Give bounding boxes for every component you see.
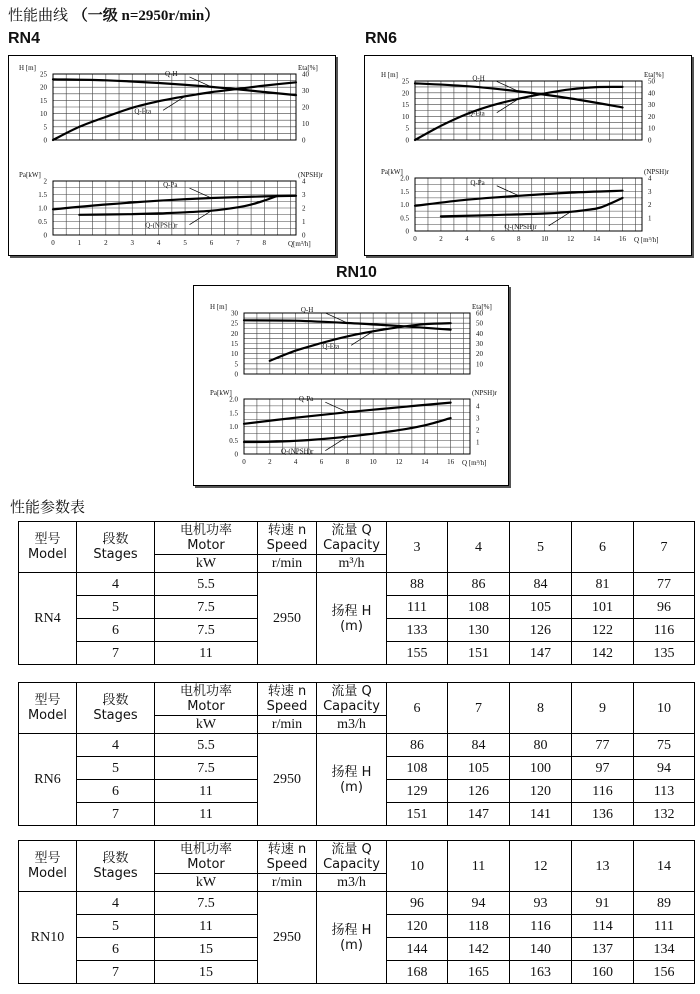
- y-tick-label-left: 15: [40, 96, 47, 105]
- stages-cell: 6: [77, 780, 155, 803]
- motor-cell: 15: [155, 961, 258, 984]
- head-value-cell: 168: [387, 961, 448, 984]
- x-tick-label: 4: [156, 239, 161, 247]
- series-label: Q-Pa: [470, 178, 485, 187]
- head-value-cell: 108: [387, 757, 448, 780]
- head-value-cell: 89: [634, 892, 695, 915]
- performance-table-rn10: [18, 840, 695, 984]
- motor-cell: 15: [155, 938, 258, 961]
- y-tick-label-right: 3: [302, 191, 306, 199]
- x-tick-label: 6: [319, 458, 324, 466]
- head-value-cell: 134: [634, 938, 695, 961]
- series-label: Q-H: [472, 74, 485, 83]
- head-value-cell: 156: [634, 961, 695, 984]
- y-tick-label-right: 10: [648, 124, 655, 133]
- head-value-cell: 133: [387, 619, 448, 642]
- head-value-cell: 130: [448, 619, 510, 642]
- y-tick-label-left: 20: [231, 329, 238, 338]
- chart-svg-rn10: [194, 286, 508, 485]
- speed-cell: 2950: [258, 734, 317, 826]
- x-axis-title: Q[m³/h]: [288, 240, 311, 248]
- x-tick-label: 8: [345, 458, 350, 466]
- model-cell: RN10: [19, 892, 77, 984]
- head-value-cell: 101: [572, 596, 634, 619]
- y-axis-title-left: Pa[kW]: [210, 389, 232, 397]
- header-stages: 段数 Stages: [77, 841, 155, 892]
- y-tick-label-left: 5: [234, 360, 238, 369]
- head-value-cell: 86: [387, 734, 448, 757]
- chart-panel-rn4: [8, 55, 336, 256]
- x-tick-label: 12: [395, 458, 403, 466]
- unit-motor: kW: [155, 555, 258, 573]
- stages-cell: 6: [77, 938, 155, 961]
- head-value-cell: 135: [634, 642, 695, 665]
- head-value-cell: 75: [634, 734, 695, 757]
- series-label: Q-Eta: [322, 342, 340, 351]
- x-tick-label: 1: [77, 239, 82, 247]
- head-value-cell: 118: [448, 915, 510, 938]
- chart-panel-rn6: [364, 55, 692, 256]
- y-tick-label-left: 2.0: [229, 395, 238, 404]
- series-label: Q-H: [300, 305, 314, 314]
- x-tick-label: 8: [262, 239, 267, 247]
- y-tick-label-right: 3: [476, 414, 480, 423]
- y-tick-label-left: 0.5: [400, 214, 409, 223]
- head-value-cell: 86: [448, 573, 510, 596]
- head-value-cell: 84: [510, 573, 572, 596]
- head-value-cell: 116: [634, 619, 695, 642]
- y-tick-label-left: 1.0: [400, 201, 409, 209]
- header-stages: 段数 Stages: [77, 683, 155, 734]
- header-flow-value: 12: [510, 841, 572, 892]
- stages-cell: 7: [77, 803, 155, 826]
- motor-cell: 5.5: [155, 734, 258, 757]
- series-label: Q-Eta: [134, 107, 152, 116]
- x-tick-label: 6: [491, 235, 495, 243]
- y-tick-label-left: 25: [231, 319, 238, 328]
- x-tick-label: 0: [242, 458, 246, 466]
- head-value-cell: 120: [387, 915, 448, 938]
- header-motor: 电机功率 Motor: [155, 841, 258, 874]
- head-value-cell: 126: [510, 619, 572, 642]
- header-flow-value: 13: [572, 841, 634, 892]
- head-value-cell: 151: [387, 803, 448, 826]
- header-flow-value: 3: [387, 522, 448, 573]
- performance-table-rn4: [18, 521, 695, 665]
- page-heading: [8, 4, 219, 25]
- header-flow-value: 14: [634, 841, 695, 892]
- x-tick-label: 8: [517, 235, 521, 243]
- y-tick-label-right: 20: [302, 103, 309, 112]
- head-value-cell: 108: [448, 596, 510, 619]
- header-flow-value: 11: [448, 841, 510, 892]
- head-value-cell: 116: [572, 780, 634, 803]
- header-model: 型号 Model: [19, 841, 77, 892]
- table-header-row: [19, 841, 695, 874]
- y-tick-label-right: 30: [476, 340, 483, 348]
- x-axis-title: Q [m³/h]: [462, 459, 487, 467]
- table-header-row: [19, 522, 695, 555]
- table-header-row: [19, 683, 695, 716]
- header-flow-value: 10: [634, 683, 695, 734]
- header-motor: 电机功率 Motor: [155, 522, 258, 555]
- unit-speed: r/min: [258, 874, 317, 892]
- chart-title-rn6: RN6: [365, 30, 398, 47]
- motor-cell: 11: [155, 803, 258, 826]
- y-tick-label-left: 0.5: [38, 218, 47, 226]
- y-axis-title-right: (NPSH)r: [644, 168, 669, 176]
- head-value-cell: 141: [510, 803, 572, 826]
- head-label-cell: 扬程 H (m): [317, 734, 387, 826]
- head-value-cell: 132: [634, 803, 695, 826]
- y-tick-label-left: 30: [231, 309, 238, 318]
- series-label: Q-Pa: [298, 395, 314, 404]
- y-tick-label-right: 1: [648, 214, 652, 223]
- y-axis-title-left: H [m]: [19, 64, 36, 72]
- x-tick-label: 16: [619, 235, 627, 243]
- head-value-cell: 111: [634, 915, 695, 938]
- y-tick-label-left: 1.0: [229, 423, 238, 431]
- y-tick-label-left: 1.5: [229, 409, 238, 418]
- x-tick-label: 0: [51, 239, 55, 247]
- x-tick-label: 3: [130, 239, 134, 247]
- head-value-cell: 88: [387, 573, 448, 596]
- header-flow-value: 8: [510, 683, 572, 734]
- y-axis-title-right: Eta[%]: [644, 71, 664, 79]
- chart-title-rn10: RN10: [336, 264, 377, 281]
- header-flow-value: 4: [448, 522, 510, 573]
- y-tick-label-left: 0: [234, 370, 238, 379]
- head-value-cell: 96: [387, 892, 448, 915]
- page-subtitle: （一级 n=2950r/min）: [72, 8, 220, 24]
- head-value-cell: 113: [634, 780, 695, 803]
- stages-cell: 6: [77, 619, 155, 642]
- y-tick-label-right: 2: [302, 204, 306, 213]
- y-tick-label-right: 40: [476, 329, 483, 338]
- head-value-cell: 122: [572, 619, 634, 642]
- y-tick-label-right: 3: [648, 187, 652, 196]
- stages-cell: 5: [77, 596, 155, 619]
- y-tick-label-left: 2: [43, 177, 47, 186]
- y-tick-label-right: 40: [302, 70, 309, 79]
- y-tick-label-left: 25: [40, 70, 47, 79]
- head-value-cell: 142: [572, 642, 634, 665]
- head-value-cell: 116: [510, 915, 572, 938]
- head-value-cell: 120: [510, 780, 572, 803]
- stages-cell: 4: [77, 892, 155, 915]
- header-flow-value: 7: [448, 683, 510, 734]
- y-tick-label-left: 15: [402, 101, 409, 110]
- x-tick-label: 7: [236, 239, 240, 247]
- y-axis-title-left: H [m]: [381, 71, 398, 79]
- unit-motor: kW: [155, 716, 258, 734]
- head-value-cell: 163: [510, 961, 572, 984]
- unit-capacity: m3/h: [317, 716, 387, 734]
- table-row: [19, 734, 695, 757]
- x-tick-label: 2: [439, 235, 443, 243]
- stages-cell: 7: [77, 961, 155, 984]
- series-leader: [189, 188, 211, 198]
- unit-speed: r/min: [258, 716, 317, 734]
- y-tick-label-right: 50: [476, 319, 483, 328]
- header-flow-value: 6: [572, 522, 634, 573]
- y-axis-title-right: (NPSH)r: [472, 389, 497, 397]
- y-tick-label-left: 5: [405, 124, 409, 133]
- table-section-title: 性能参数表: [10, 498, 86, 516]
- stages-cell: 4: [77, 573, 155, 596]
- head-value-cell: 81: [572, 573, 634, 596]
- head-value-cell: 140: [510, 938, 572, 961]
- head-value-cell: 94: [634, 757, 695, 780]
- head-value-cell: 165: [448, 961, 510, 984]
- y-tick-label-right: 50: [648, 77, 655, 86]
- stages-cell: 4: [77, 734, 155, 757]
- chart-panel-rn10: [193, 285, 509, 486]
- head-value-cell: 84: [448, 734, 510, 757]
- unit-capacity: m³/h: [317, 555, 387, 573]
- y-tick-label-right: 20: [648, 112, 655, 121]
- head-value-cell: 93: [510, 892, 572, 915]
- y-tick-label-left: 20: [40, 83, 47, 92]
- y-tick-label-right: 60: [476, 309, 483, 318]
- y-tick-label-left: 1.0: [38, 204, 47, 213]
- y-tick-label-right: 0: [302, 136, 306, 145]
- y-tick-label-right: 4: [648, 174, 652, 183]
- header-capacity: 流量 Q Capacity: [317, 841, 387, 874]
- unit-motor: kW: [155, 874, 258, 892]
- header-flow-value: 9: [572, 683, 634, 734]
- motor-cell: 7.5: [155, 596, 258, 619]
- x-tick-label: 2: [104, 239, 108, 247]
- header-flow-value: 6: [387, 683, 448, 734]
- head-value-cell: 96: [634, 596, 695, 619]
- y-axis-title-right: Eta[%]: [472, 303, 492, 311]
- head-value-cell: 100: [510, 757, 572, 780]
- unit-capacity: m3/h: [317, 874, 387, 892]
- y-axis-title-left: H [m]: [210, 303, 227, 311]
- head-value-cell: 105: [448, 757, 510, 780]
- table-row: [19, 573, 695, 596]
- header-stages: 段数 Stages: [77, 522, 155, 573]
- head-value-cell: 105: [510, 596, 572, 619]
- y-tick-label-left: 0.5: [229, 436, 238, 445]
- head-label-cell: 扬程 H (m): [317, 892, 387, 984]
- head-value-cell: 147: [510, 642, 572, 665]
- unit-speed: r/min: [258, 555, 317, 573]
- motor-cell: 7.5: [155, 619, 258, 642]
- header-motor: 电机功率 Motor: [155, 683, 258, 716]
- y-tick-label-left: 10: [231, 350, 238, 359]
- table-row: [19, 892, 695, 915]
- chart-title-rn4: RN4: [8, 30, 41, 47]
- y-tick-label-left: 10: [402, 112, 409, 121]
- header-flow-value: 10: [387, 841, 448, 892]
- y-axis-title-right: (NPSH)r: [298, 171, 323, 179]
- head-value-cell: 94: [448, 892, 510, 915]
- motor-cell: 5.5: [155, 573, 258, 596]
- x-tick-label: 4: [293, 458, 298, 466]
- y-tick-label-left: 15: [231, 340, 238, 348]
- y-tick-label-left: 0: [405, 227, 409, 236]
- y-tick-label-left: 0: [234, 450, 238, 459]
- motor-cell: 11: [155, 642, 258, 665]
- motor-cell: 7.5: [155, 757, 258, 780]
- header-model: 型号 Model: [19, 522, 77, 573]
- header-capacity: 流量 Q Capacity: [317, 522, 387, 555]
- y-axis-title-left: Pa[kW]: [19, 171, 41, 179]
- head-value-cell: 142: [448, 938, 510, 961]
- x-tick-label: 10: [541, 235, 549, 243]
- x-tick-label: 0: [413, 235, 417, 243]
- head-value-cell: 144: [387, 938, 448, 961]
- x-tick-label: 14: [421, 458, 429, 466]
- model-cell: RN6: [19, 734, 77, 826]
- y-tick-label-right: 4: [476, 402, 480, 411]
- y-tick-label-left: 0: [405, 136, 409, 145]
- x-tick-label: 10: [369, 458, 377, 466]
- head-value-cell: 77: [572, 734, 634, 757]
- header-speed: 转速 n Speed: [258, 683, 317, 716]
- y-tick-label-left: 0: [43, 231, 47, 240]
- y-tick-label-left: 1.5: [400, 187, 409, 196]
- y-tick-label-right: 30: [648, 101, 655, 110]
- stages-cell: 5: [77, 757, 155, 780]
- series-label: Q-Pa: [163, 181, 178, 190]
- y-tick-label-left: 25: [402, 77, 409, 86]
- head-value-cell: 129: [387, 780, 448, 803]
- head-value-cell: 137: [572, 938, 634, 961]
- series-label: Q-Eta: [468, 109, 485, 118]
- head-value-cell: 111: [387, 596, 448, 619]
- y-tick-label-right: 1: [476, 438, 480, 447]
- x-axis-title: Q [m³/h]: [634, 236, 659, 244]
- speed-cell: 2950: [258, 892, 317, 984]
- head-value-cell: 136: [572, 803, 634, 826]
- chart-svg-rn4: [9, 56, 335, 255]
- series-leader: [325, 402, 347, 412]
- motor-cell: 7.5: [155, 892, 258, 915]
- stages-cell: 5: [77, 915, 155, 938]
- head-value-cell: 160: [572, 961, 634, 984]
- y-tick-label-right: 4: [302, 177, 306, 186]
- performance-table-rn6: [18, 682, 695, 826]
- header-flow-value: 5: [510, 522, 572, 573]
- x-tick-label: 5: [183, 239, 187, 247]
- x-tick-label: 6: [209, 239, 214, 247]
- y-tick-label-right: 2: [476, 426, 480, 435]
- y-tick-label-right: 40: [648, 89, 655, 98]
- series-leader: [497, 186, 519, 196]
- speed-cell: 2950: [258, 573, 317, 665]
- y-tick-label-right: 30: [302, 87, 309, 95]
- model-cell: RN4: [19, 573, 77, 665]
- motor-cell: 11: [155, 780, 258, 803]
- y-tick-label-right: 0: [648, 136, 652, 145]
- y-tick-label-left: 2.0: [400, 174, 409, 183]
- series-label: Q-(NPSH)r: [504, 222, 537, 231]
- head-value-cell: 151: [448, 642, 510, 665]
- x-tick-label: 4: [465, 235, 469, 243]
- head-value-cell: 91: [572, 892, 634, 915]
- header-flow-value: 7: [634, 522, 695, 573]
- head-value-cell: 126: [448, 780, 510, 803]
- chart-svg-rn6: [365, 56, 691, 255]
- series-label: Q-H: [165, 69, 178, 78]
- header-speed: 转速 n Speed: [258, 841, 317, 874]
- y-tick-label-right: 0: [302, 231, 306, 240]
- page-title: 性能曲线: [8, 6, 69, 24]
- y-axis-title-left: Pa[kW]: [381, 168, 403, 176]
- y-tick-label-right: 10: [302, 120, 309, 128]
- y-tick-label-right: 2: [648, 201, 652, 209]
- head-value-cell: 80: [510, 734, 572, 757]
- header-model: 型号 Model: [19, 683, 77, 734]
- stages-cell: 7: [77, 642, 155, 665]
- head-value-cell: 155: [387, 642, 448, 665]
- y-tick-label-right: 20: [476, 350, 483, 359]
- x-tick-label: 12: [567, 235, 575, 243]
- header-capacity: 流量 Q Capacity: [317, 683, 387, 716]
- x-tick-label: 14: [593, 235, 601, 243]
- y-tick-label-left: 5: [43, 123, 47, 132]
- series-label: Q-(NPSH)r: [281, 447, 314, 456]
- y-tick-label-right: 1: [302, 218, 306, 226]
- head-value-cell: 97: [572, 757, 634, 780]
- head-value-cell: 114: [572, 915, 634, 938]
- y-tick-label-left: 1.5: [38, 191, 47, 199]
- head-value-cell: 147: [448, 803, 510, 826]
- head-value-cell: 77: [634, 573, 695, 596]
- motor-cell: 11: [155, 915, 258, 938]
- y-tick-label-right: 10: [476, 360, 483, 369]
- head-label-cell: 扬程 H (m): [317, 573, 387, 665]
- y-tick-label-left: 20: [402, 89, 409, 98]
- header-speed: 转速 n Speed: [258, 522, 317, 555]
- y-axis-title-right: Eta[%]: [298, 64, 318, 72]
- series-label: Q-(NPSH)r: [145, 221, 178, 230]
- y-tick-label-left: 0: [43, 136, 47, 145]
- x-tick-label: 2: [268, 458, 272, 466]
- y-tick-label-left: 10: [40, 110, 47, 119]
- x-tick-label: 16: [447, 458, 455, 466]
